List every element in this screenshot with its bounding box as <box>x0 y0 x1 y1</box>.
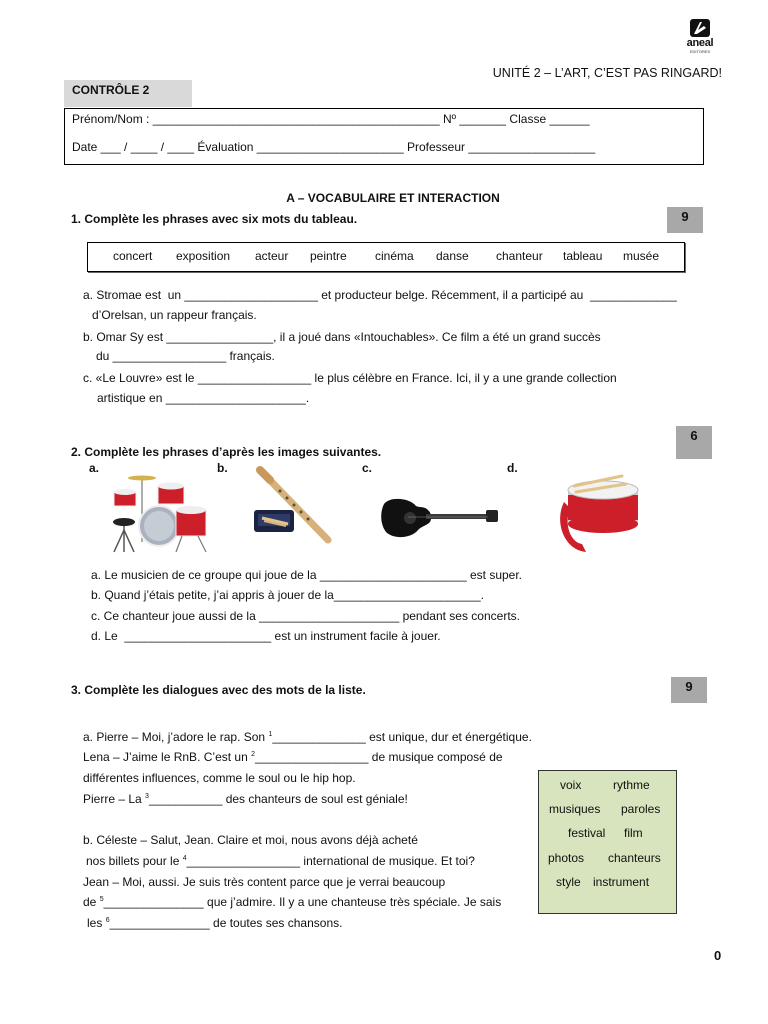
word-list-box <box>538 770 677 914</box>
logo-sub: EDITORES <box>689 49 711 54</box>
name-line: Prénom/Nom : ___________________________________________ Nº _______ Classe ______ <box>72 112 590 126</box>
ex1-line: c. «Le Louvre» est le _________________ le plus célèbre en France. Ici, il y a une grande collection <box>83 371 617 385</box>
logo-mark-icon <box>689 18 711 38</box>
ex3-score: 9 <box>671 677 707 703</box>
dialogue-line: nos billets pour le $^4$_________________ international de musique. Et toi? <box>86 854 475 868</box>
list-word: style <box>556 875 581 889</box>
list-word: voix <box>560 778 582 792</box>
ex2-score: 6 <box>676 426 712 459</box>
list-word: instrument <box>593 875 650 889</box>
ex3-instruction: 3. Complète les dialogues avec des mots de la liste. <box>71 683 366 697</box>
list-word: photos <box>548 851 585 865</box>
dialogue-line: de $^5$_______________ que j’admire. Il y a une chanteuse très spéciale. Je sais <box>83 895 502 909</box>
image-letter: b. <box>217 461 228 475</box>
ex2-line: b. Quand j’étais petite, j’ai appris à jouer de la______________________. <box>91 588 484 602</box>
list-word: chanteurs <box>608 851 661 865</box>
image-letter: d. <box>507 461 518 475</box>
publisher-logo <box>680 18 720 54</box>
word-item: danse <box>436 249 469 263</box>
ex1-line: du _________________ français. <box>96 349 275 363</box>
list-word: musiques <box>549 802 601 816</box>
logo-word: aneal <box>686 37 714 49</box>
word-item: concert <box>113 249 153 263</box>
image-letter: a. <box>89 461 100 475</box>
list-word: paroles <box>621 802 661 816</box>
ex1-line: d’Orelsan, un rappeur français. <box>92 308 257 322</box>
ex2-line: d. Le ______________________ est un instrument facile à jouer. <box>91 629 441 643</box>
word-item: exposition <box>176 249 231 263</box>
word-item: tableau <box>563 249 603 263</box>
section-title: A – VOCABULAIRE ET INTERACTION <box>286 191 500 205</box>
ex1-instruction: 1. Complète les phrases avec six mots du tableau. <box>71 212 358 226</box>
drum-kit-image <box>102 472 212 556</box>
dialogue-line: Pierre – La $^3$___________ des chanteurs de soul est géniale! <box>83 792 408 806</box>
control-label: CONTRÔLE 2 <box>64 80 192 107</box>
date-line: Date ___ / ____ / ____ Évaluation ______________________ Professeur ___________________ <box>72 140 596 154</box>
word-item: chanteur <box>496 249 543 263</box>
ex1-line: b. Omar Sy est ________________, il a joué dans «Intouchables». Ce film a été un grand succès <box>83 330 601 344</box>
ex1-line: a. Stromae est un ____________________ et producteur belge. Récemment, il a participé au _____________ <box>83 288 677 302</box>
page-number: 0 <box>714 948 722 963</box>
word-item: acteur <box>255 249 289 263</box>
dialogue-line: Lena – J’aime le RnB. C’est un $^2$_________________ de musique composé de <box>83 750 503 764</box>
guitar-image <box>378 494 502 540</box>
dialogue-line: Jean – Moi, aussi. Je suis très content parce que je verrai beaucoup <box>83 875 446 889</box>
recorder-image <box>250 466 340 546</box>
ex1-line: artistique en _____________________. <box>97 391 310 405</box>
list-word: festival <box>568 826 606 840</box>
student-info-box <box>64 108 704 165</box>
list-word: film <box>624 826 643 840</box>
dialogue-line: les $^6$_______________ de toutes ses chansons. <box>87 916 343 930</box>
word-item: cinéma <box>375 249 414 263</box>
unit-title: UNITÉ 2 – L’ART, C’EST PAS RINGARD! <box>492 66 722 80</box>
snare-drum-image <box>556 472 646 556</box>
image-letter: c. <box>362 461 373 475</box>
word-item: peintre <box>310 249 347 263</box>
word-item: musée <box>623 249 660 263</box>
ex2-line: c. Ce chanteur joue aussi de la _____________________ pendant ses concerts. <box>91 609 520 623</box>
ex1-score: 9 <box>667 207 703 233</box>
dialogue-line: a. Pierre – Moi, j’adore le rap. Son $^1$______________ est unique, dur et énergétique. <box>83 730 532 744</box>
ex2-line: a. Le musicien de ce groupe qui joue de la ______________________ est super. <box>91 568 523 582</box>
dialogue-line: b. Céleste – Salut, Jean. Claire et moi, nous avons déjà acheté <box>83 833 418 847</box>
list-word: rythme <box>613 778 650 792</box>
ex2-instruction: 2. Complète les phrases d’après les images suivantes. <box>71 445 382 459</box>
dialogue-line: différentes influences, comme le soul ou le hip hop. <box>83 771 356 785</box>
word-table <box>87 242 685 272</box>
